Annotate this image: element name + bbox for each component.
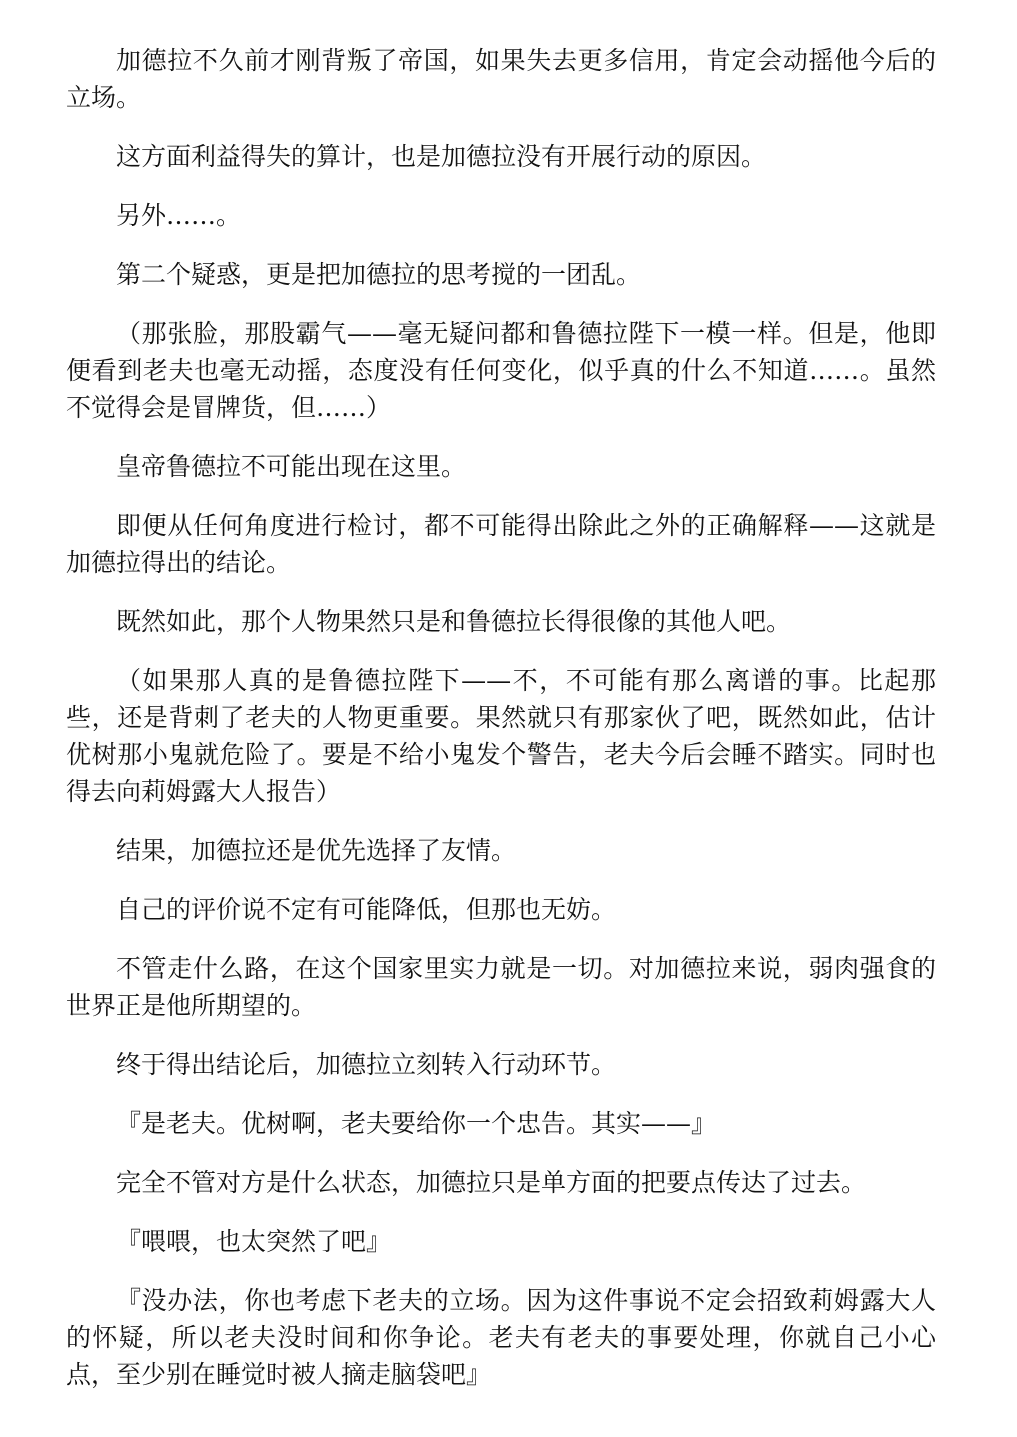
paragraph-17: 『没办法，你也考虑下老夫的立场。因为这件事说不定会招致莉姆露大人的怀疑，所以老夫没时间和你争论。老夫有老夫的事要处理，你就自己小心点，至少别在睡觉时被人摘走脑袋吧』 — [66, 1286, 936, 1389]
paragraph-11: 自己的评价说不定有可能降低，但那也无妨。 — [116, 895, 617, 924]
paragraph-9: （如果那人真的是鲁德拉陛下——不，不可能有那么离谱的事。比起那些，还是背刺了老夫的人物更重要。果然就只有那家伙了吧，既然如此，估计优树那小鬼就危险了。要是不给小鬼发个警告，老夫今后会睡不踏实。同时也得去向莉姆露大人报告） — [66, 666, 936, 806]
paragraph-12: 不管走什么路，在这个国家里实力就是一切。对加德拉来说，弱肉强食的世界正是他所期望的。 — [66, 954, 936, 1020]
paragraph-13: 终于得出结论后，加德拉立刻转入行动环节。 — [116, 1050, 617, 1079]
paragraph-10: 结果，加德拉还是优先选择了友情。 — [116, 836, 517, 865]
paragraph-14: 『是老夫。优树啊，老夫要给你一个忠告。其实——』 — [116, 1109, 717, 1138]
paragraph-16: 『喂喂，也太突然了吧』 — [116, 1227, 392, 1256]
paragraph-4: 第二个疑惑，更是把加德拉的思考搅的一团乱。 — [116, 260, 642, 289]
paragraph-7: 即便从任何角度进行检讨，都不可能得出除此之外的正确解释——这就是加德拉得出的结论。 — [66, 511, 936, 577]
paragraph-5: （那张脸，那股霸气——毫无疑问都和鲁德拉陛下一模一样。但是，他即便看到老夫也毫无动摇，态度没有任何变化，似乎真的什么不知道……。虽然不觉得会是冒牌货，但……） — [66, 319, 936, 422]
paragraph-1: 加德拉不久前才刚背叛了帝国，如果失去更多信用，肯定会动摇他今后的立场。 — [66, 46, 936, 112]
paragraph-15: 完全不管对方是什么状态，加德拉只是单方面的把要点传达了过去。 — [116, 1168, 867, 1197]
paragraph-2: 这方面利益得失的算计，也是加德拉没有开展行动的原因。 — [116, 142, 767, 171]
paragraph-8: 既然如此，那个人物果然只是和鲁德拉长得很像的其他人吧。 — [116, 607, 792, 636]
paragraph-6: 皇帝鲁德拉不可能出现在这里。 — [116, 452, 467, 481]
paragraph-3: 另外……。 — [116, 201, 242, 230]
document-page — [66, 42, 936, 1415]
